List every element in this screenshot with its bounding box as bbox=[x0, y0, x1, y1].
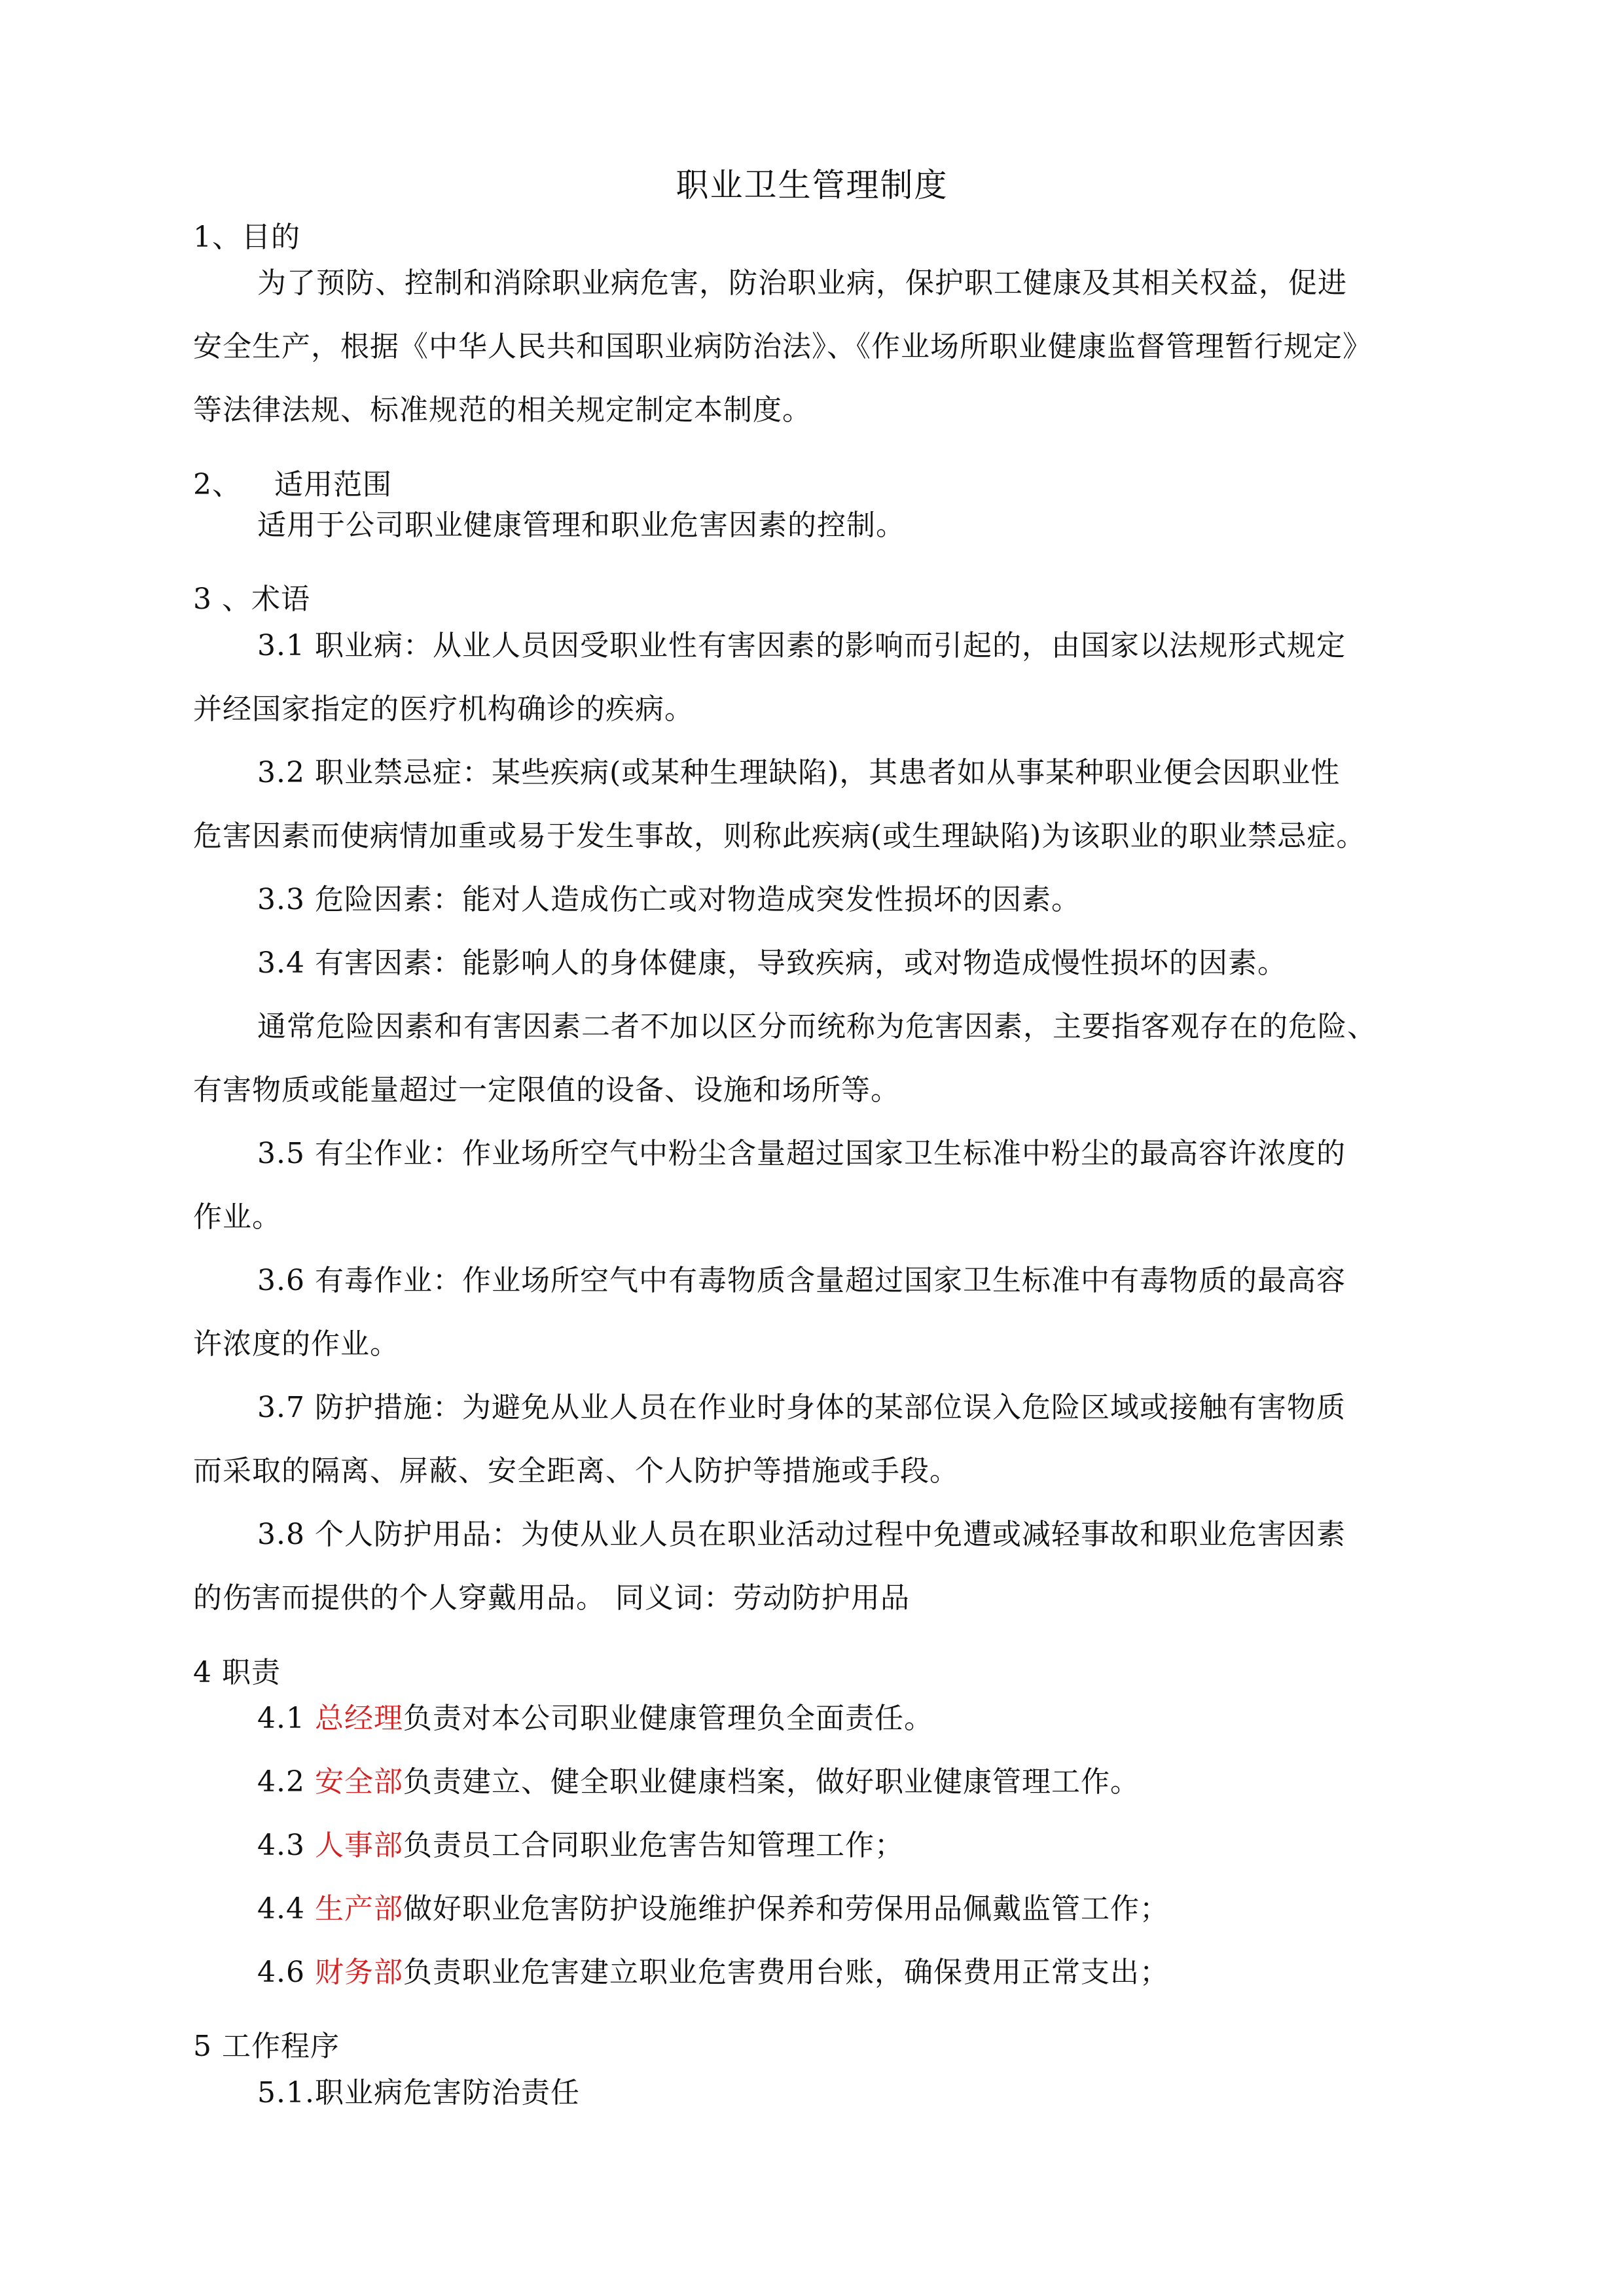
duty-text: 负责对本公司职业健康管理负全面责任。 bbox=[403, 1702, 933, 1735]
term-3-5-line: 3.5 有尘作业：作业场所空气中粉尘含量超过国家卫生标准中粉尘的最高容许浓度的 bbox=[257, 1137, 1346, 1170]
section-4-heading: 4 职责 bbox=[193, 1656, 281, 1689]
section-1-paragraph-line: 等法律法规、标准规范的相关规定制定本制度。 bbox=[193, 393, 812, 427]
term-3-4: 3.4 有害因素：能影响人的身体健康，导致疾病，或对物造成慢性损坏的因素。 bbox=[257, 946, 1287, 980]
duty-number: 4.6 bbox=[257, 1956, 315, 1989]
section-2-paragraph: 适用于公司职业健康管理和职业危害因素的控制。 bbox=[257, 509, 905, 542]
term-3-8-line: 的伤害而提供的个人穿戴用品。 同义词：劳动防护用品 bbox=[193, 1581, 910, 1615]
section-1-paragraph-line: 为了预防、控制和消除职业病危害，防治职业病，保护职工健康及其相关权益，促进 bbox=[257, 266, 1347, 300]
duty-number: 4.2 bbox=[257, 1765, 315, 1799]
duty-item bbox=[257, 1698, 933, 1739]
section-3-heading: 3 、术语 bbox=[193, 583, 310, 616]
duty-text: 负责职业危害建立职业危害费用台账，确保费用正常支出； bbox=[403, 1956, 1169, 1989]
duty-text: 做好职业危害防护设施维护保养和劳保用品佩戴监管工作； bbox=[403, 1892, 1169, 1926]
duty-number: 4.1 bbox=[257, 1702, 315, 1735]
section-5-heading: 5 工作程序 bbox=[193, 2030, 340, 2063]
term-note-line: 有害物质或能量超过一定限值的设备、设施和场所等。 bbox=[193, 1073, 900, 1107]
department-name: 财务部 bbox=[314, 1956, 403, 1989]
duty-item bbox=[257, 1889, 1169, 1929]
term-3-6-line: 许浓度的作业。 bbox=[193, 1327, 399, 1361]
duty-number: 4.4 bbox=[257, 1892, 315, 1926]
department-name: 总经理 bbox=[314, 1702, 403, 1735]
section-2-number: 2、 bbox=[193, 468, 242, 501]
term-3-7-line: 3.7 防护措施：为避免从业人员在作业时身体的某部位误入危险区域或接触有害物质 bbox=[257, 1391, 1346, 1424]
department-name: 安全部 bbox=[314, 1765, 403, 1799]
term-3-8-line: 3.8 个人防护用品：为使从业人员在职业活动过程中免遭或减轻事故和职业危害因素 bbox=[257, 1518, 1346, 1551]
term-3-3: 3.3 危险因素：能对人造成伤亡或对物造成突发性损坏的因素。 bbox=[257, 883, 1081, 916]
term-3-7-line: 而采取的隔离、屏蔽、安全距离、个人防护等措施或手段。 bbox=[193, 1454, 959, 1488]
department-name: 生产部 bbox=[314, 1892, 403, 1926]
duty-item bbox=[257, 1825, 904, 1866]
duty-text: 负责员工合同职业危害告知管理工作； bbox=[403, 1829, 904, 1862]
section-1-heading: 1、目的 bbox=[193, 221, 300, 254]
section-2-title: 适用范围 bbox=[274, 468, 392, 501]
duty-text: 负责建立、健全职业健康档案，做好职业健康管理工作。 bbox=[403, 1765, 1140, 1799]
section-1-paragraph-line: 安全生产，根据《中华人民共和国职业病防治法》、《作业场所职业健康监督管理暂行规定》 bbox=[193, 330, 1372, 363]
department-name: 人事部 bbox=[314, 1829, 403, 1862]
term-3-5-line: 作业。 bbox=[193, 1200, 281, 1234]
duty-item bbox=[257, 1762, 1140, 1803]
term-3-1-line: 并经国家指定的医疗机构确诊的疾病。 bbox=[193, 692, 694, 726]
term-3-6-line: 3.6 有毒作业：作业场所空气中有毒物质含量超过国家卫生标准中有毒物质的最高容 bbox=[257, 1264, 1346, 1297]
duty-number: 4.3 bbox=[257, 1829, 315, 1862]
term-3-1-line: 3.1 职业病：从业人员因受职业性有害因素的影响而引起的，由国家以法规形式规定 bbox=[257, 629, 1346, 662]
term-note-line: 通常危险因素和有害因素二者不加以区分而统称为危害因素，主要指客观存在的危险、 bbox=[257, 1010, 1377, 1043]
section-5-1-heading: 5.1.职业病危害防治责任 bbox=[257, 2076, 580, 2109]
term-3-2-line: 3.2 职业禁忌症：某些疾病(或某种生理缺陷)，其患者如从事某种职业便会因职业性 bbox=[257, 756, 1341, 789]
document-title: 职业卫生管理制度 bbox=[676, 166, 948, 204]
section-2-heading bbox=[193, 465, 392, 505]
term-3-2-line: 危害因素而使病情加重或易于发生事故，则称此疾病(或生理缺陷)为该职业的职业禁忌症。 bbox=[193, 819, 1366, 853]
duty-item bbox=[257, 1952, 1169, 1993]
